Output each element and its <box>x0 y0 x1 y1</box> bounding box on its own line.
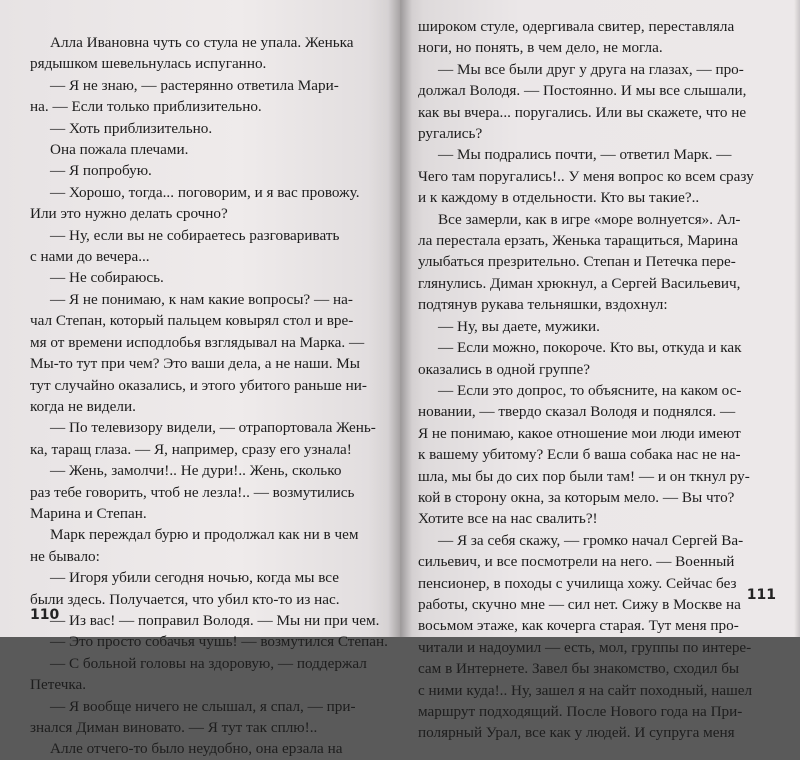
text-line: чал Степан, который пальцем ковырял стол и вре- <box>30 312 354 330</box>
text-line: — Ну, если вы не собираетесь разговаривать <box>50 226 340 244</box>
text-line: полярный Урал, все как у людей. И супруга меня <box>418 724 735 742</box>
text-line: — Я за себя скажу, — громко начал Сергей Ва- <box>438 531 744 549</box>
text-line: — Я не понимаю, к нам какие вопросы? — на- <box>50 290 353 308</box>
text-line: широком стуле, одергивала свитер, переставляла <box>418 18 735 35</box>
text-line: маршрут подходящий. После Нового года на При- <box>418 703 743 720</box>
text-line: Она пожала плечами. <box>50 141 189 159</box>
text-line: Или это нужно делать срочно? <box>30 205 228 223</box>
text-line: — С больной головы на здоровую, — поддержал <box>50 654 367 672</box>
text-line: работы, скучно мне — сил нет. Сижу в Москве на <box>418 595 741 613</box>
right-page-text <box>418 16 784 744</box>
text-line: восьмом этаже, как кочерга старая. Тут меня про- <box>418 617 739 635</box>
text-line: — Ну, вы даете, мужики. <box>438 317 600 335</box>
text-line: новании, — твердо сказал Володя и поднялся. — <box>418 403 736 421</box>
right-page <box>400 0 800 742</box>
text-line: Марк переждал бурю и продолжал как ни в чем <box>50 526 359 544</box>
text-line: — Жень, замолчи!.. Не дури!.. Жень, сколько <box>50 462 342 480</box>
text-line: — Мы все были друг у друга на глазах, — про- <box>438 60 744 78</box>
text-line: — Хорошо, тогда... поговорим, и я вас провожу. <box>50 183 360 201</box>
text-line: подтянув рукава тельняшки, вздохнул: <box>418 296 668 314</box>
text-line: сильевич, и все посмотрели на него. — Военный <box>418 553 735 571</box>
text-line: тут случайно оказались, и этого убитого раньше ни- <box>30 376 367 394</box>
text-line: были здесь. Получается, что убил кто-то из нас. <box>30 590 340 608</box>
text-line: ругались? <box>418 125 483 143</box>
right-page-number: 111 <box>746 587 776 603</box>
text-line: Я не понимаю, какое отношение мои люди имеют <box>418 424 741 442</box>
text-line: Марина и Степан. <box>30 504 147 522</box>
text-line: оказались в одной группе? <box>418 360 590 378</box>
text-line: как вы вчера... поругались. Или вы скажете, что не <box>418 103 747 121</box>
text-line: Хотите все на нас свалить?! <box>418 510 598 528</box>
page-edge-shadow <box>794 0 800 637</box>
text-line: улыбаться презрительно. Степан и Петечка пере- <box>418 253 736 271</box>
text-line: — Не собираюсь. <box>50 269 164 287</box>
text-line: — Из вас! — поправил Володя. — Мы ни при чем. <box>50 611 380 629</box>
text-line: кой в сторону окна, за которым мело. — Вы что? <box>418 488 735 506</box>
text-line: Все замерли, как в игре «море волнуется». Ал- <box>438 210 741 228</box>
left-page-number: 110 <box>30 607 60 623</box>
text-line: с нами до вечера... <box>30 248 150 266</box>
text-line: Алле отчего-то было неудобно, она ерзала на <box>50 740 343 758</box>
text-line: и к каждому в отдельности. Кто вы такие?.. <box>418 189 700 207</box>
text-line: — Я не знаю, — растерянно ответила Мари- <box>50 76 339 94</box>
text-line: Чего там поругались!.. У меня вопрос ко всем сразу <box>418 167 754 185</box>
text-line: — Это просто собачья чушь! — возмутился Степан. <box>50 633 388 651</box>
text-line: знался Диман виновато. — Я тут так сплю!.. <box>30 719 318 736</box>
text-line: с ними куда!.. Ну, зашел я на сайт походный, нашел <box>418 681 753 699</box>
text-line: шла, мы бы до сих пор были там! — и он ткнул ру- <box>418 467 750 485</box>
text-line: пенсионер, в походы с училища хожу. Сейчас без <box>418 574 737 592</box>
text-line: — Игоря убили сегодня ночью, когда мы все <box>50 569 339 587</box>
text-line: раз тебе говорить, чтоб не лезла!.. — возмутились <box>30 483 355 501</box>
text-line: ка, таращ глаза. — Я, например, сразу его узнала! <box>30 440 352 458</box>
text-line: — Я попробую. <box>50 162 152 180</box>
left-page-text <box>30 32 386 760</box>
text-line: рядышком шевельнулась испуганно. <box>30 55 267 73</box>
text-line: ла перестала ерзать, Женька таращиться, Марина <box>418 232 739 250</box>
text-line: ноги, но понять, в чем дело, не могла. <box>418 39 663 57</box>
text-line: — Если можно, покороче. Кто вы, откуда и как <box>438 339 742 357</box>
text-line: на. — Если только приблизительно. <box>30 98 262 116</box>
text-line: читали и надоумил — есть, мол, группы по интере- <box>418 638 752 656</box>
text-line: к вашему убитому? Если б ваша собака нас не на- <box>418 446 741 464</box>
text-line: сам в Интернете. Завел бы знакомство, сходил бы <box>418 660 740 678</box>
left-page <box>0 0 400 758</box>
text-line: — Мы подрались почти, — ответил Марк. — <box>438 146 732 164</box>
text-line: когда не видели. <box>30 397 136 415</box>
text-line: — Я вообще ничего не слышал, я спал, — при- <box>50 697 356 715</box>
text-line: Мы-то тут при чем? Это ваши дела, а не наши. Мы <box>30 355 360 373</box>
text-line: — Хоть приблизительно. <box>50 119 213 137</box>
text-line: глянулись. Диман хрюкнул, а Сергей Васильевич, <box>418 274 741 292</box>
text-line: должал Володя. — Постоянно. И мы все слышали, <box>418 82 747 100</box>
text-line: Петечка. <box>30 676 87 694</box>
text-line: — Если это допрос, то объясните, на каком ос- <box>438 381 742 399</box>
text-line: не бывало: <box>30 547 100 565</box>
text-line: мя от времени исподлобья взглядывал на Марка. — <box>30 333 365 351</box>
text-line: Алла Ивановна чуть со стула не упала. Женька <box>50 34 354 51</box>
text-line: — По телевизору видели, — отрапортовала Жень- <box>50 419 376 437</box>
